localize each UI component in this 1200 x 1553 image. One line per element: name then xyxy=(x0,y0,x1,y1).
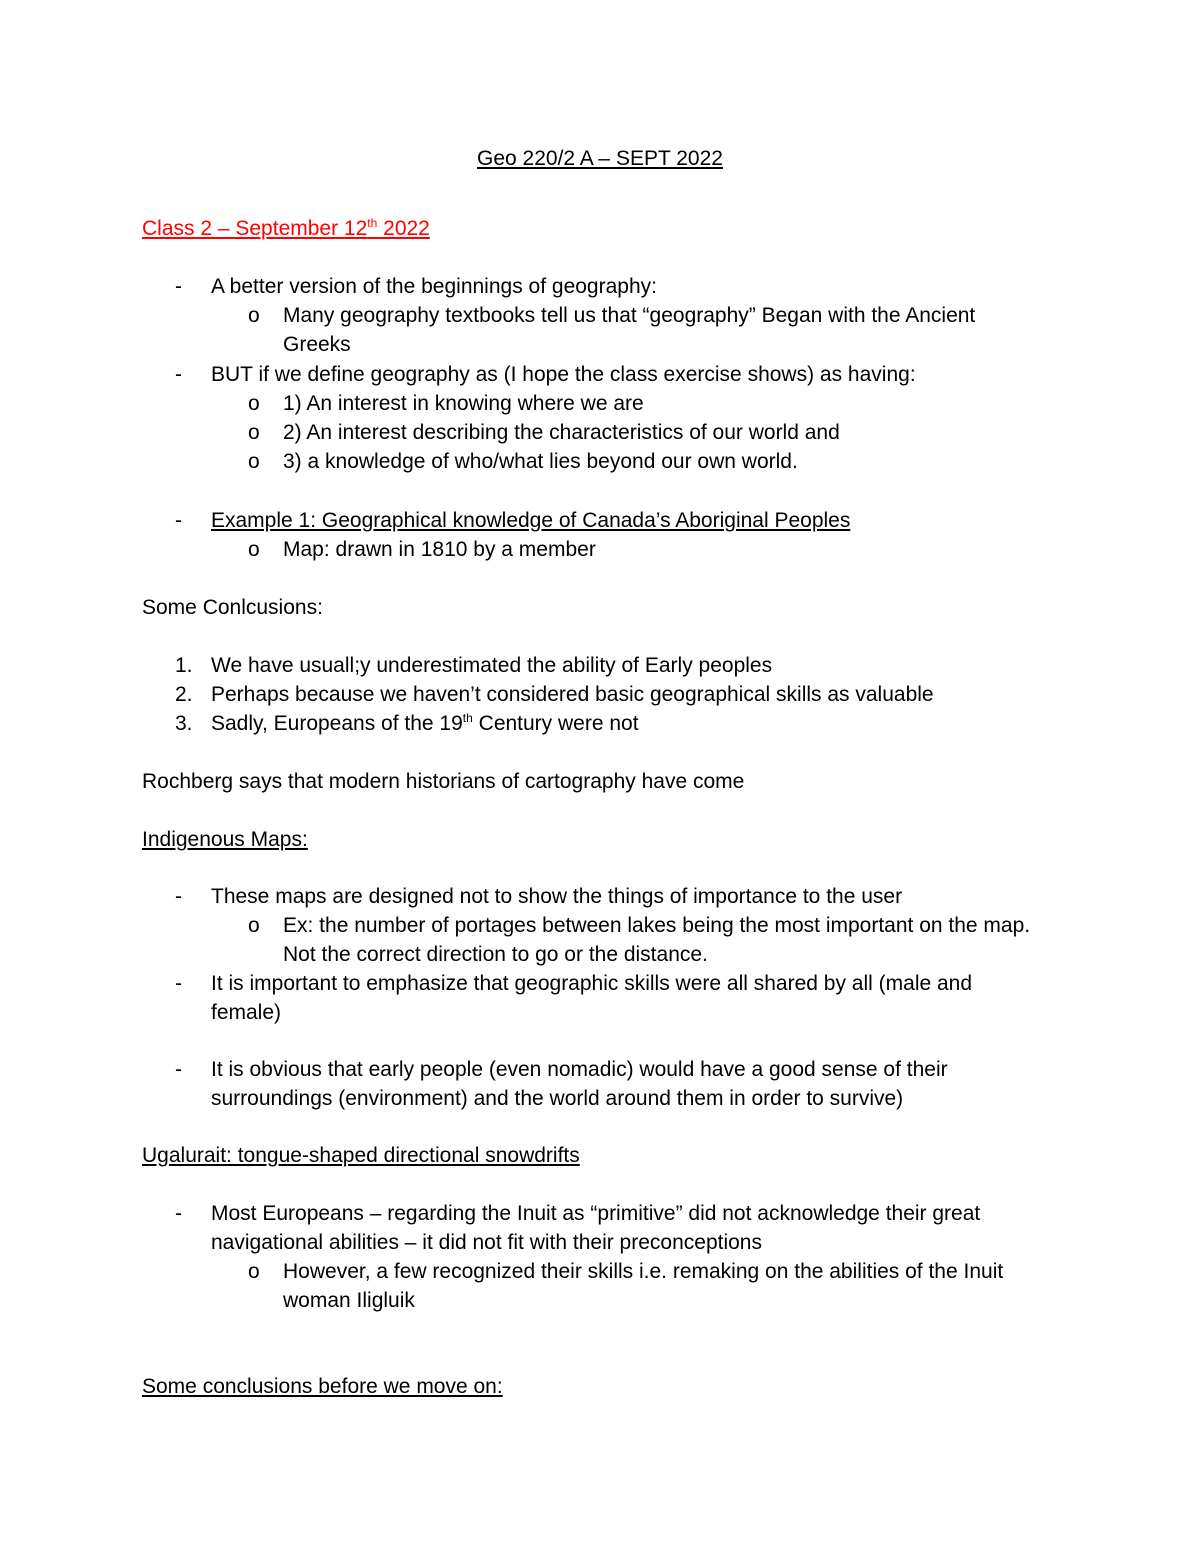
circle-bullet: o xyxy=(248,392,260,415)
dash-bullet: - xyxy=(175,363,182,386)
list-item-continued: surroundings (environment) and the world around them in order to survive) xyxy=(211,1087,904,1110)
circle-bullet: o xyxy=(248,421,260,444)
list-number: 2. xyxy=(175,683,193,706)
dash-bullet: - xyxy=(175,275,182,298)
list-item: A better version of the beginnings of geography: xyxy=(211,275,657,298)
circle-bullet: o xyxy=(248,538,260,561)
sub-list-item: 2) An interest describing the characteristics of our world and xyxy=(283,421,840,444)
dash-bullet: - xyxy=(175,1058,182,1081)
dash-bullet: - xyxy=(175,885,182,908)
section-heading: Ugalurait: tongue-shaped directional snowdrifts xyxy=(142,1144,580,1167)
circle-bullet: o xyxy=(248,914,260,937)
sub-list-item: Ex: the number of portages between lakes being the most important on the map. xyxy=(283,914,1031,937)
sub-list-item: However, a few recognized their skills i.e. remaking on the abilities of the Inuit xyxy=(283,1260,1004,1283)
list-number: 1. xyxy=(175,654,193,677)
dash-bullet: - xyxy=(175,972,182,995)
circle-bullet: o xyxy=(248,450,260,473)
sub-list-item: 3) a knowledge of who/what lies beyond our own world. xyxy=(283,450,798,473)
sub-list-item: 1) An interest in knowing where we are xyxy=(283,392,644,415)
example-heading: Example 1: Geographical knowledge of Canada’s Aboriginal Peoples xyxy=(211,509,851,532)
circle-bullet: o xyxy=(248,304,260,327)
sub-list-item-continued: Greeks xyxy=(283,333,351,356)
list-item: It is obvious that early people (even nomadic) would have a good sense of their xyxy=(211,1058,948,1081)
numbered-item: We have usuall;y underestimated the ability of Early peoples xyxy=(211,654,773,677)
document-title: Geo 220/2 A – SEPT 2022 xyxy=(477,147,723,170)
list-item-continued: female) xyxy=(211,1001,282,1024)
list-item: These maps are designed not to show the things of importance to the user xyxy=(211,885,903,908)
dash-bullet: - xyxy=(175,1202,182,1225)
numbered-item: Sadly, Europeans of the 19th Century were not xyxy=(211,711,639,735)
sub-list-item: Many geography textbooks tell us that “geography” Began with the Ancient xyxy=(283,304,976,327)
paragraph: Rochberg says that modern historians of cartography have come xyxy=(142,770,745,793)
sub-list-item-continued: Not the correct direction to go or the distance. xyxy=(283,943,708,966)
class-heading: Class 2 – September 12th 2022 xyxy=(142,216,430,240)
list-number: 3. xyxy=(175,712,193,735)
conclusions-heading: Some Conlcusions: xyxy=(142,596,323,619)
section-heading: Indigenous Maps: xyxy=(142,828,308,851)
sub-list-item-continued: woman Iligluik xyxy=(283,1289,415,1312)
dash-bullet: - xyxy=(175,509,182,532)
numbered-item: Perhaps because we haven’t considered basic geographical skills as valuable xyxy=(211,683,934,706)
circle-bullet: o xyxy=(248,1260,260,1283)
section-heading: Some conclusions before we move on: xyxy=(142,1375,503,1398)
list-item-continued: navigational abilities – it did not fit with their preconceptions xyxy=(211,1231,762,1254)
list-item: BUT if we define geography as (I hope the class exercise shows) as having: xyxy=(211,363,916,386)
list-item: It is important to emphasize that geographic skills were all shared by all (male and xyxy=(211,972,973,995)
list-item: Most Europeans – regarding the Inuit as “primitive” did not acknowledge their great xyxy=(211,1202,981,1225)
sub-list-item: Map: drawn in 1810 by a member xyxy=(283,538,596,561)
